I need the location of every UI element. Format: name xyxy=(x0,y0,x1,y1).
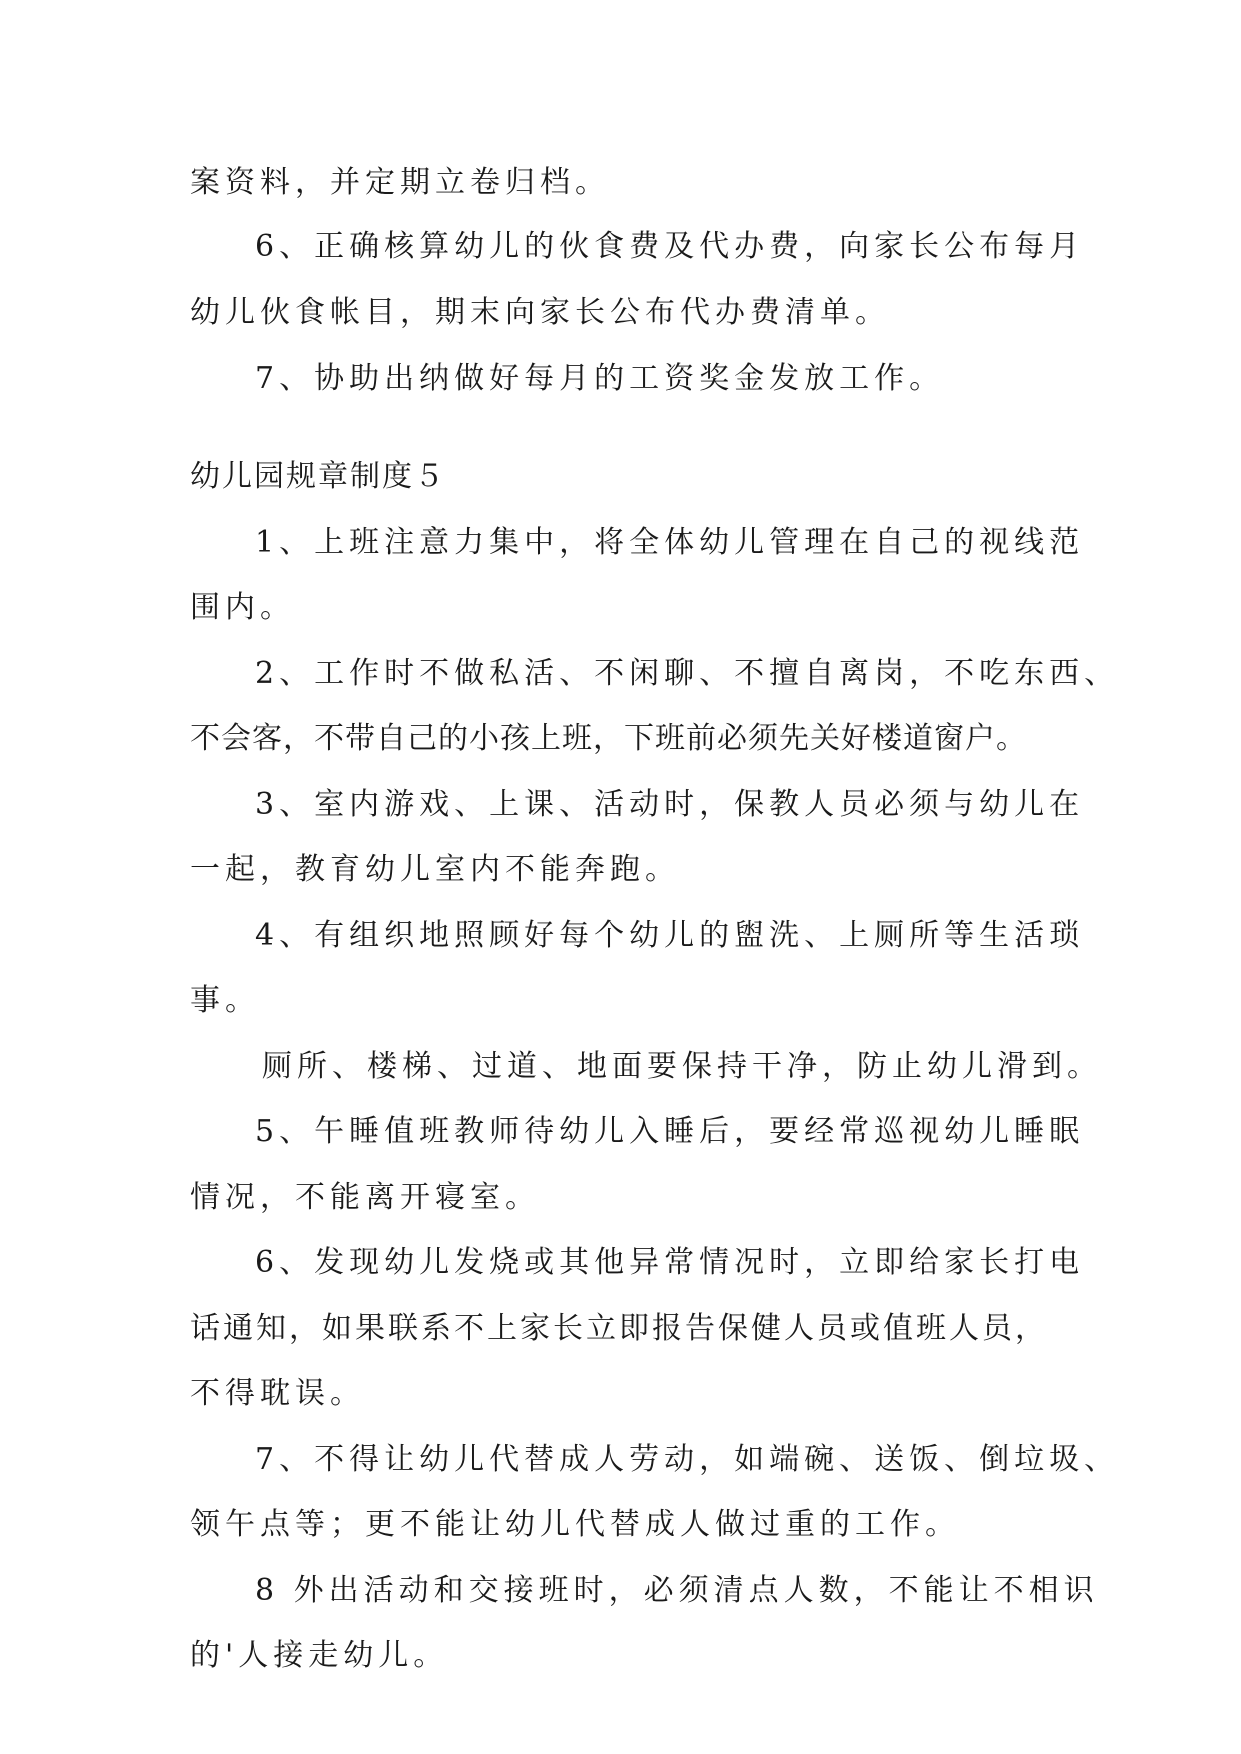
paragraph-line: 8 外出活动和交接班时，必须清点人数，不能让不相识 xyxy=(255,1573,1099,1608)
paragraph-line: 3、室内游戏、上课、活动时，保教人员必须与幼儿在 xyxy=(255,787,1085,822)
section-title: 幼儿园规章制度５ xyxy=(190,459,446,494)
paragraph-line: 5、午睡值班教师待幼儿入睡后，要经常巡视幼儿睡眠 xyxy=(255,1114,1085,1149)
paragraph-line: 6、发现幼儿发烧或其他异常情况时，立即给家长打电 xyxy=(255,1245,1085,1280)
paragraph-line: 不会客，不带自己的小孩上班，下班前必须先关好楼道窗户。 xyxy=(190,721,1027,756)
paragraph-line: 1、上班注意力集中，将全体幼儿管理在自己的视线范 xyxy=(255,525,1085,560)
paragraph-line: 领午点等；更不能让幼儿代替成人做过重的工作。 xyxy=(190,1507,960,1542)
paragraph-line: 围内。 xyxy=(190,590,295,625)
paragraph-line: 事。 xyxy=(190,983,260,1018)
paragraph-line: 4、有组织地照顾好每个幼儿的盥洗、上厕所等生活琐 xyxy=(255,918,1085,953)
paragraph-line: 不得耽误。 xyxy=(190,1376,365,1411)
paragraph-line: 厕所、楼梯、过道、地面要保持干净，防止幼儿滑到。 xyxy=(262,1049,1102,1084)
paragraph-line: 幼儿伙食帐目，期末向家长公布代办费清单。 xyxy=(190,295,890,330)
paragraph-line: 2、工作时不做私活、不闲聊、不擅自离岗，不吃东西、 xyxy=(255,656,1120,691)
paragraph-line: 7、不得让幼儿代替成人劳动，如端碗、送饭、倒垃圾、 xyxy=(255,1442,1120,1477)
paragraph-line: 6、正确核算幼儿的伙食费及代办费，向家长公布每月 xyxy=(255,229,1085,264)
paragraph-line: 一起，教育幼儿室内不能奔跑。 xyxy=(190,852,680,887)
paragraph-line: 的'人接走幼儿。 xyxy=(190,1638,449,1673)
paragraph-line: 7、协助出纳做好每月的工资奖金发放工作。 xyxy=(255,361,945,396)
paragraph-line: 话通知，如果联系不上家长立即报告保健人员或值班人员， xyxy=(190,1311,1048,1346)
paragraph-line: 案资料，并定期立卷归档。 xyxy=(190,165,610,200)
paragraph-line: 情况，不能离开寝室。 xyxy=(190,1180,540,1215)
